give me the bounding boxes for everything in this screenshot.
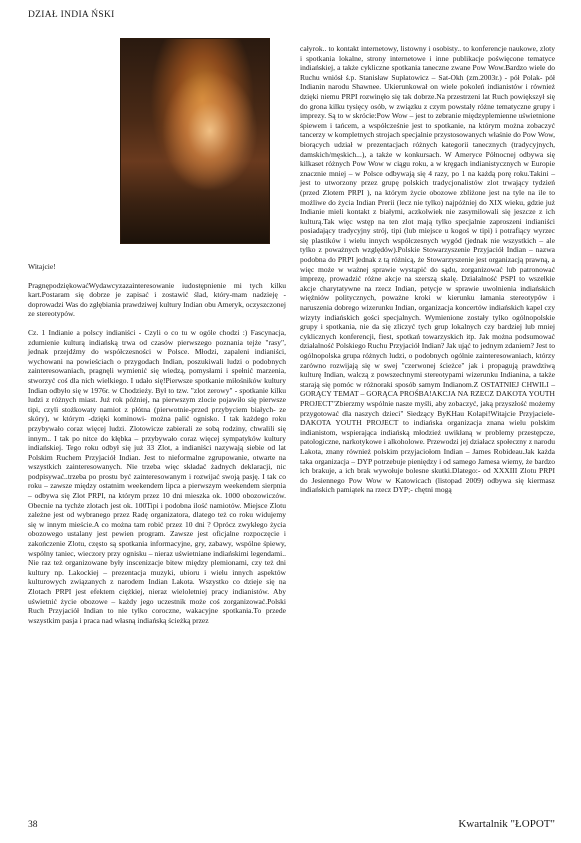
right-column [300,44,555,500]
page-number: 38 [28,820,38,830]
greeting: Witajcie! [28,262,56,271]
intro-paragraph: PragnępodziękowaćWydawcyzazainteresowanie iudostępnienie mi tych kilku kart.Postaram się dobrze je zapisać i zostawić ślad, który-mam nadzieję - doprowadzi Was do zgłębiania prawdziwej kultury Indian obu Ameryk, oczyszczonej ze stereotypów. [28,280,286,319]
left-column [28,262,286,630]
publication-name: Kwartalnik "ŁOPOT" [458,818,555,830]
section-header: DZIAŁ INDIA ŃSKI [28,10,115,20]
body-paragraph-right: całyrok.. to kontakt internetowy, listowny i osobisty.. to konferencje naukowe, zloty i spotkania lokalne, strony internetowe i inne publikacje poświęcone tematyce indiańskiej, a także cykliczne spotkania taneczne zwane Pow Wow.Bardzo wiele do Ruchu wniósł ś.p. Stanisław Supłatowicz – Sat-Okh (zm.2003r.) - pół Polak- pół Indianin narodu Shawnee. Ukierunkował on wiele pokoleń indianistów i również dzięki niemu PRPI rozwinęło się tak dobrze.Na przestrzeni lat Ruch powiększył się do grona kilku tysięcy osób, w związku z czym powstały różne tematyczne grupy i imprezy. Są to w skrócie:Pow Wow – jest to zebranie międzyplemienne uświetnione śpiewem i tańcem, a współcześnie jest to spotkanie, na którym można zobaczyć tancerzy w kompletnych strojach specjalnie przystosowanych właśnie do Pow Wow, biorących udział w prezentacjach różnych kategorii tanecznych (tradycyjnych, damskich/męskich...), a także w konkursach. W Ameryce Północnej odbywa się kilkaset różnych Pow Wow w ciągu roku, a w kręgach indianistycznych w Europie znacznie mniej – w Polsce odbywają się 4 razy, po 1 na każdą porę roku.Takini – jest to utworzony przez grupę polskich tradycjonalistów zlot trwający tydzień (przed Zlotem PRPI ), na którym życie obozowe zbliżone jest na tyle na ile to możliwe do życia Indian Prerii (lecz nie tylko) najpóźniej do XIX wieku, gdzie już Indianie mieli kontakt z białymi, aczkolwiek nie zasymilowali się jeszcze z ich kulturą.Tak więc wstęp na ten zlot mają tylko specjalnie zaproszeni indianiści posiadający tradycyjny strój, tipi (lub miejsce u kogoś w tipi) i potrafiący wyrzec się plastików i wielu innych współczesnych wygód (jednak nie wszystkich – ale tylko z poważnych względów).Polskie Stowarzyszenie Przyjaciół Indian – nazwa podobna do PRPI jednak z tą różnicą, że Stowarzyszenie jest organizacją prawną, a więc może w ważnej sprawie wystąpić do sądu, zorganizować lub patronować imprezę, prowadzić różne akcje na szerszą skalę. Działalność PSPI to wszelkie akcje charytatywne na rzecz Indian, petycje w sprawie uwolnienia indiańskich więźniów politycznych, poważne kroki w kierunku łamania stereotypów i naruszenia dobrego wizerunku Indian, organizacja koncertów indiańskich kapel czy wizyty indiańskich gości specjalnych. Wymienione zostały tylko ogólnopolskie grupy i spotkania, nie da się zliczyć tych grup lokalnych czy bardziej lub mniej cyklicznych konferencji, fiest, spotkań towarzyskich itp. Jak można podsumować działalność Polskiego Ruchu Przyjaciół Indian? Jak ująć to jednym zdaniem? Jest to ogólnopolska grupa różnych ludzi, o podobnych ogólnie zainteresowaniach, którzy zarówno rozwijają się w swej "czerwonej ścieżce" jak i propagują prawdziwą kulturę Indian, walczą z powszechnymi stereotypami wizerunku Indianina, a także starają się pomóc w różnoraki sposób samym Indianom.Z OSTATNIEJ CHWILI – GORĄCY TEMAT – GORĄCA PROŚBA!AKCJA NA RZECZ DAKOTA YOUTH PROJECT"Zbierzmy wspólnie nasze myśli, aby zobaczyć, jaką przyszłość możemy przygotować dla naszych dzieci" Siedzący ByKHau Kolapi!Witajcie Przyjaciele-DAKOTA YOUTH PROJECT to indiańska organizacja znana wielu polskim indianistom, wspierająca indiańską młodzież uwikłaną w problemy przestępcze, patologiczne, narkotykowe i alkoholowe. Przewodzi jej działacz społeczny z narodu Lakota, znany również polskim przyjaciołom Indian – James Robideau.Jak każda taka organizacja – DYP potrzebuje pieniędzy i od samego Jamesa wiemy, że bardzo ich brakuje, a ich brak wywołuje bolesne skutki.Dlatego:- od XXXIII Zlotu PRPI do Jesiennego Pow Wow w Katowicach (listopad 2009) odbywa się kiermasz indiańskich pamiątek na rzecz DYP;- chętni mogą [300,44,555,495]
article-photo [120,38,270,244]
body-paragraph-left: Cz. 1 Indianie a polscy indianiści - Czyli o co tu w ogóle chodzi :) Fascynacja, zdumienie kulturą indiańską trwa od czasów pierwszego poznania tejże "rasy", jednak przejdźmy do współczesności w Polsce. Młodzi, zapaleni indianiści, wychowani na powieściach o przygodach Indian, poszukiwali ludzi o podobnych zainteresowaniach, pragnęli wymienić się wiedzą, pomysłami i spełnić marzenia, stworzyć coś dla nich wielkiego. I udało się!Pierwsze spotkanie miłośników kultury Indian odbyło się w 1976r. w Chodzieży. Był to tzw. "zlot zerowy" - spotkanie kilku ludzi z różnych miast. Już rok później, na pierwszym zlocie pojawiło się pierwsze tipi, czyli stożkowaty namiot z płótna (pierwotnie-przed przybyciem białych- ze skóry), w którym -dzięki kominowi- można palić ognisko. I tak każdego roku przybywało coraz więcej ludzi. Zlotowicze zabierali ze sobą rodziny, chwalili się innym.. I tak po nitce do kłębka – przybywało coraz więcej sympatyków kultury indiańskiej. Tego roku odbył się już 33 Zlot, a indianiści nazywają siebie od lat Polskim Ruchem Przyjaciół Indian. Jest to nieformalne zgrupowanie, otwarte na wszystkich zainteresowanych. Nie trzeba więc składać żadnych deklaracji, nic podpisywać..trzeba po prostu być zainteresowanym i rozwijać swoją pasję. I tak co roku – zawsze między ostatnim weekendem lipca a pierwszym weekendem sierpnia – odbywa się Zlot PRPI, na którym przez 10 dni mieszka ok. 1000 obozowiczów. Obecnie na tychże zlotach jest ok. 100Tipi i podobna ilość namiotów. Miejsce Zlotu zależne jest od wybranego przez Radę organizatora, dlatego też co roku widujemy się w innym mieście.A co można tam robić przez 10 dni ? Oprócz zwykłego życia obozowego ustalany jest pewien program. Zawsze jest oficjalne rozpoczęcie i zakończenie Zlotu, często są spotkania informacyjne, gry, zabawy, wspólne śpiewy, wspólny taniec, wieczory przy ognisku – nieraz uświetniane indiańskimi legendami.. Nie raz też organizowane były inscenizacje bitew między plemionami, czy też dni kultury np. Lakockiej – prezentacja muzyki, ubioru i wielu innych aspektów kulturowych związanych z narodem Indian Lakota. Wszystko co dzieje się na Zlotach PRPI jest efektem ciężkiej, nieraz wieloletniej pracy indianistów. Aby uświetnić życie obozowe – każdy jego uczestnik może coś zorganizować.Polski Ruch Przyjaciół Indian to nie tylko coroczne, wakacyjne spotkania.To przede wszystkim pasja i praca nad własną indiańską ścieżką przez [28,327,286,625]
